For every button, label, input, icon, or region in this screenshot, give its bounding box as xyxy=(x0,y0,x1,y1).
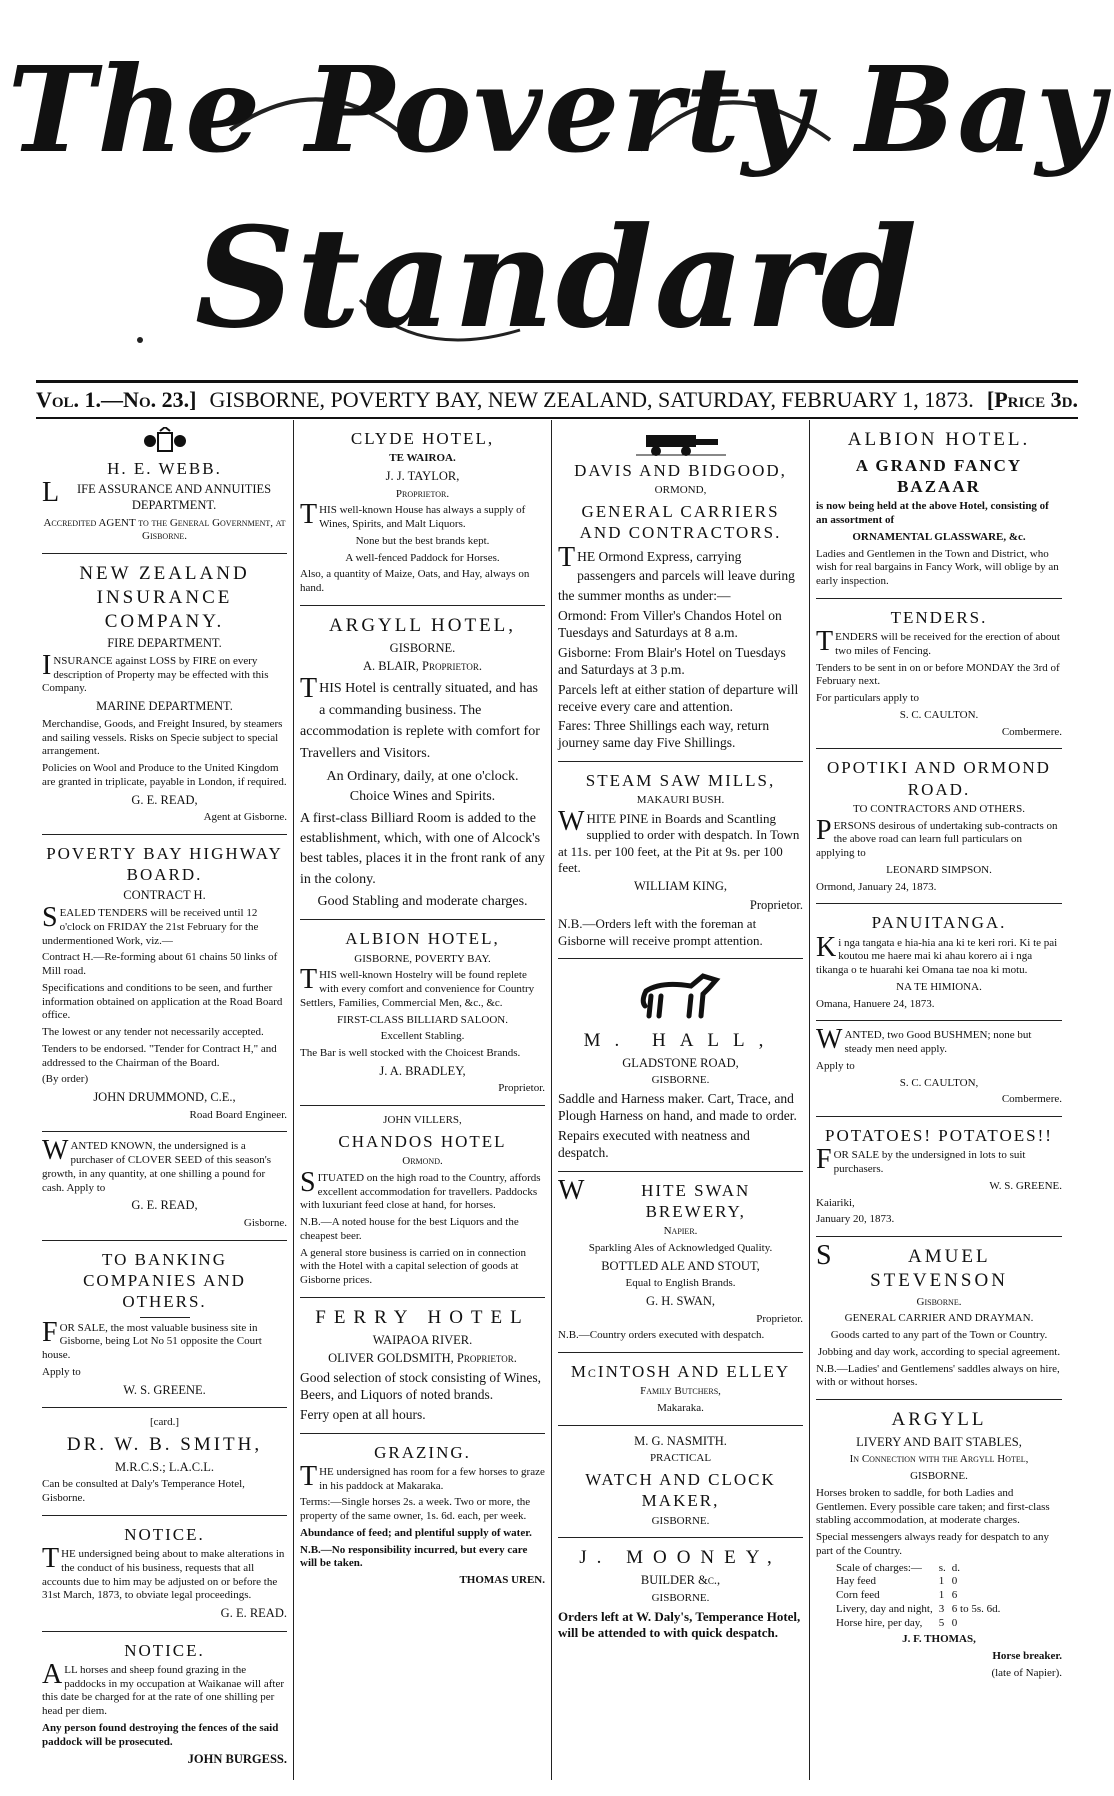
charge-d: 6 xyxy=(951,1589,958,1602)
swan-equal: Equal to English Brands. xyxy=(625,1277,736,1290)
swan-role: Proprietor. xyxy=(756,1312,803,1325)
potatoes-text: FOR SALE by the undersigned in lots to suit purchasers. xyxy=(816,1144,1026,1176)
ad-nzic xyxy=(42,554,287,835)
policies-text: Policies on Wool and Produce to the United Kingdom are granted in triplicate, payable in London, if required. xyxy=(42,762,287,788)
ad-webb xyxy=(42,420,287,554)
albion4-title: ALBION HOTEL. xyxy=(847,429,1031,450)
mcintosh-trade: Family Butchers, xyxy=(640,1385,721,1398)
davis-title: DAVIS AND BIDGOOD, xyxy=(574,461,787,480)
persons-text: PERSONS desirous of undertaking sub-contracts on the above road can learn full particulars on applying to xyxy=(816,814,1058,859)
albion-billiard: FIRST-CLASS BILLIARD SALOON. xyxy=(336,1013,509,1026)
column-3 xyxy=(552,420,810,1780)
simpson-name: LEONARD SIMPSON. xyxy=(886,863,992,876)
hall-place: GISBORNE. xyxy=(651,1074,710,1087)
potatoes-title: POTATOES! POTATOES!! xyxy=(825,1126,1053,1145)
ad-mooney xyxy=(558,1538,803,1650)
caulton2-name: S. C. CAULTON, xyxy=(899,1076,979,1089)
tenders-particulars: For particulars apply to xyxy=(816,692,919,704)
nasmith-practical: PRACTICAL xyxy=(649,1452,712,1465)
ad-panuitanga xyxy=(816,904,1062,1021)
bazaar-title: A GRAND FANCY BAZAAR xyxy=(855,455,1023,496)
davis-place: ORMOND, xyxy=(654,484,707,497)
ad-clover-seed xyxy=(42,1132,287,1240)
argyll-ordinary: An Ordinary, daily, at one o'clock. xyxy=(326,768,519,784)
ad-wanted-bushmen xyxy=(816,1021,1062,1117)
hall-title: M. HALL, xyxy=(583,1029,778,1051)
by-order: (By order) xyxy=(42,1073,89,1086)
ad-tenders xyxy=(816,599,1062,750)
express-text: THE Ormond Express, carrying passengers and parcels will leave during the summer months as under:— xyxy=(558,541,795,603)
stevenson-title: SAMUEL STEVENSON xyxy=(816,1240,1008,1291)
ad-clyde-hotel xyxy=(300,420,545,606)
highway-title: POVERTY BAY HIGHWAY BOARD. xyxy=(46,843,283,885)
kaiariki-date: January 20, 1873. xyxy=(816,1213,895,1226)
fares-text: Fares: Three Shillings each way, return journey same day Five Shillings. xyxy=(558,718,770,751)
stevenson-trade: GENERAL CARRIER AND DRAYMAN. xyxy=(844,1312,1034,1325)
ad-chandos-hotel xyxy=(300,1106,545,1298)
charge-s: 1 xyxy=(938,1575,945,1588)
davis-trade: GENERAL CARRIERS AND CONTRACTORS. xyxy=(579,502,782,543)
ad-mcintosh xyxy=(558,1353,803,1426)
ad-saw-mills xyxy=(558,762,803,959)
notice2-text2: Any person found destroying the fences of the said paddock will be prosecuted. xyxy=(42,1721,279,1748)
argyll-wines: Choice Wines and Spirits. xyxy=(349,789,496,805)
webb-dept: LIFE ASSURANCE AND ANNUITIES DEPARTMENT. xyxy=(42,477,272,512)
grazing-text: THE undersigned has room for a few horses to graze in his paddock at Makaraka. xyxy=(300,1460,545,1492)
wanted-name: G. E. READ, xyxy=(131,1198,198,1213)
charges-header-row xyxy=(836,1562,1006,1576)
ad-stevenson xyxy=(816,1237,1062,1400)
clyde-maize: Also, a quantity of Maize, Oats, and Hay, always on hand. xyxy=(300,568,530,595)
marine-dept: MARINE DEPARTMENT. xyxy=(96,699,233,714)
notice1-title: NOTICE. xyxy=(124,1524,205,1544)
mooney-text: Orders left at W. Daly's, Temperance Hotel, will be attended to with quick despatch. xyxy=(558,1608,801,1640)
charges-unit-s: s. xyxy=(938,1561,946,1574)
livery-connection: In Connection with the Argyll Hotel, xyxy=(849,1453,1029,1466)
divider xyxy=(140,1317,190,1318)
albion-stabling: Excellent Stabling. xyxy=(380,1030,465,1043)
bradley-name: J. A. BRADLEY, xyxy=(379,1063,466,1078)
livery-special: Special messengers always ready for despatch to any part of the Country. xyxy=(816,1531,1050,1557)
stevenson-jobbing: Jobbing and day work, according to special agreement. xyxy=(817,1345,1061,1358)
chandos-text: SITUATED on the high road to the Country, affords excellent accommodation for travellers. Paddocks with luxuriant feed close at hand, for horses. xyxy=(300,1166,541,1212)
sawmill-title: STEAM SAW MILLS, xyxy=(585,771,776,791)
drummond-role: Road Board Engineer. xyxy=(189,1108,287,1121)
stevenson-goods: Goods carted to any part of the Town or Country. xyxy=(830,1329,1048,1341)
mcintosh-title: McINTOSH AND ELLEY xyxy=(570,1362,791,1382)
himiona-name: NA TE HIMIONA. xyxy=(896,980,982,993)
swan-ales: Sparkling Ales of Acknowledged Quality. xyxy=(588,1241,773,1254)
card-label: [card.] xyxy=(149,1416,179,1429)
livery-text: Horses broken to saddle, for both Ladies and Gentlemen. Every possible care taken; and first-class stabling accommodation, at moderate charges. xyxy=(816,1486,1050,1527)
bradley-role: Proprietor. xyxy=(498,1082,545,1095)
ad-livery xyxy=(816,1400,1062,1690)
drummond-name: JOHN DRUMMOND, C.E., xyxy=(93,1090,236,1104)
column-1 xyxy=(36,420,294,1780)
table-row xyxy=(836,1603,1006,1617)
horse-icon xyxy=(631,966,731,1026)
clyde-brands: None but the best brands kept. xyxy=(355,534,490,547)
grazing-terms: Terms:—Single horses 2s. a week. Two or more, the property of the same owner, 1s. 6d. each, per week. xyxy=(300,1496,531,1523)
ad-potatoes xyxy=(816,1117,1062,1237)
chandos-place: Ormond. xyxy=(402,1155,443,1168)
parcels-text: Parcels left at either station of departure will receive every care and attention. xyxy=(558,681,799,714)
panui-text: Ki nga tangata e hia-hia ana ki te keri rori. Ki te pai koutou me haere mai ki ahau korero ai i nga tikanga o te huarahi kei Omana tae noa ki motu. xyxy=(816,931,1058,976)
chandos-nb: N.B.—A noted house for the best Liquors and the cheapest beer. xyxy=(300,1216,519,1242)
combermere1: Combermere. xyxy=(1001,725,1062,738)
ferry-hours: Ferry open at all hours. xyxy=(300,1406,426,1422)
argyll-stabling: Good Stabling and moderate charges. xyxy=(317,893,528,909)
clyde-text: THIS well-known House has always a supply of Wines, Spirits, and Malt Liquors. xyxy=(300,499,526,531)
webb-name: H. E. WEBB. xyxy=(107,459,222,478)
charge-item: Corn feed xyxy=(836,1589,880,1602)
royal-arms-icon xyxy=(140,427,190,455)
charge-item: Horse hire, per day, xyxy=(836,1616,923,1629)
caulton1-name: S. C. CAULTON. xyxy=(899,708,979,721)
argyll-blair: A. BLAIR, Proprietor. xyxy=(363,659,482,674)
ferry-place: WAIPAOA RIVER. xyxy=(372,1332,473,1347)
ad-white-swan xyxy=(558,1172,803,1354)
villers-name: JOHN VILLERS, xyxy=(383,1114,462,1127)
chandos-title: CHANDOS HOTEL xyxy=(338,1131,507,1151)
place-date: GISBORNE, POVERTY BAY, NEW ZEALAND, SATURDAY, FEBRUARY 1, 1873. xyxy=(209,387,974,412)
swan-title: WHITE SWAN BREWERY, xyxy=(558,1174,751,1221)
nasmith-place: GISBORNE. xyxy=(651,1514,710,1527)
charge-d: 0 xyxy=(951,1616,958,1629)
argyll-billiard: A first-class Billiard Room is added to the establishment, which, with one of Alcock's best tables, places it in the front rank of any in the colony. xyxy=(300,810,545,887)
albion-bar: The Bar is well stocked with the Choicest Brands. xyxy=(300,1047,521,1060)
uren-name: THOMAS UREN. xyxy=(459,1574,545,1587)
ad-hall-saddler xyxy=(558,959,803,1172)
ad-albion-bazaar xyxy=(816,420,1062,599)
albion-title: ALBION HOTEL, xyxy=(345,929,500,949)
argyll-text: THIS Hotel is centrally situated, and has a commanding business. The accommodation is replete with comfort for Travellers and Visitors. xyxy=(300,672,540,761)
gisborne-schedule: Gisborne: From Blair's Hotel on Tuesdays and Saturdays at 3 p.m. xyxy=(558,644,786,677)
nasmith-name: M. G. NASMITH. xyxy=(634,1433,727,1448)
fire-dept: FIRE DEPARTMENT. xyxy=(107,636,222,651)
bushmen-apply: Apply to xyxy=(816,1059,855,1072)
king-nb: N.B.—Orders left with the foreman at Gisborne will receive prompt attention. xyxy=(558,916,763,948)
tenders4-text: TENDERS will be received for the erection of about two miles of Fencing. xyxy=(816,626,1060,657)
ad-notice-burgess xyxy=(42,1632,287,1777)
charges-unit-d: d. xyxy=(951,1561,961,1574)
fire-text: INSURANCE against LOSS by FIRE on every description of Property may be effected with this Company. xyxy=(42,649,269,695)
ad-nasmith xyxy=(558,1426,803,1539)
ad-albion-hotel xyxy=(300,920,545,1106)
ormond-schedule: Ormond: From Viller's Chandos Hotel on Tuesdays and Saturdays at 8 a.m. xyxy=(558,608,782,641)
ferry-text: Good selection of stock consisting of Wines, Beers, and Liquors of noted brands. xyxy=(300,1369,542,1402)
notice1-name: G. E. READ. xyxy=(220,1606,287,1620)
notice2-text: ALL horses and sheep found grazing in the paddocks in my occupation at Waikanae will after this date be charged for at the rate of one shilling per head per diem. xyxy=(42,1658,284,1718)
kaiariki: Kaiariki, xyxy=(816,1196,855,1209)
thomas-name: J. F. THOMAS, xyxy=(902,1633,976,1646)
king-role: Proprietor. xyxy=(749,897,803,912)
clyde-paddock: A well-fenced Paddock for Horses. xyxy=(345,551,500,564)
ad-argyll-hotel xyxy=(300,606,545,920)
sawmill-place: MAKAURI BUSH. xyxy=(636,794,725,807)
ad-grazing xyxy=(300,1434,545,1597)
ferry-goldsmith: OLIVER GOLDSMITH, Proprietor. xyxy=(328,1351,517,1366)
read-name: G. E. READ, xyxy=(131,792,198,807)
contract-text: Contract H.—Re-forming about 61 chains 50 links of Mill road. xyxy=(42,951,278,977)
argyll-place: GISBORNE. xyxy=(389,640,456,655)
read-role: Agent at Gisborne. xyxy=(203,811,287,824)
charge-s: 5 xyxy=(938,1616,945,1629)
bazaar-glass: ORNAMENTAL GLASSWARE, &c. xyxy=(852,530,1026,543)
sawmill-text: WHITE PINE in Boards and Scantling supplied to order with despatch. In Town at 11s. per 100 feet, at the Pit at 9s. per 100 feet. xyxy=(558,806,800,875)
sale-text: FOR SALE, the most valuable business site in Gisborne, being Lot No 51 opposite the Court house. xyxy=(42,1316,262,1361)
volume-number: Vol. 1.—No. 23.] xyxy=(36,387,197,412)
notice2-title: NOTICE. xyxy=(124,1640,205,1660)
himiona-date: Omana, Hanuere 24, 1873. xyxy=(816,997,935,1010)
charges-title: Scale of charges:— xyxy=(836,1561,922,1574)
opotiki-title: OPOTIKI AND ORMOND ROAD. xyxy=(827,758,1051,799)
taylor-role: Proprietor. xyxy=(395,487,450,500)
charge-item: Hay feed xyxy=(836,1575,877,1588)
table-row xyxy=(836,1589,1006,1603)
wanted-place: Gisborne. xyxy=(243,1217,287,1229)
table-row xyxy=(836,1617,1006,1631)
ad-banking xyxy=(42,1241,287,1408)
albion-place: GISBORNE, POVERTY BAY. xyxy=(354,952,491,965)
charge-d: 6 to 5s. 6d. xyxy=(951,1602,1001,1615)
webb-agent: Accredited AGENT to the General Government, at Gisborne. xyxy=(43,516,286,543)
masthead-title-line1: The Poverty Bay xyxy=(7,40,1107,179)
notice1-text: THE undersigned being about to make alterations in the conduct of his business, requests that all accounts due to him may be adjusted on or before the 31st March, 1873, to obviate legal proceedings. xyxy=(42,1543,285,1602)
panui-title: PANUITANGA. xyxy=(871,913,1007,933)
argyll-title: ARGYLL HOTEL, xyxy=(328,614,517,636)
nasmith-trade: WATCH AND CLOCK MAKER, xyxy=(585,1470,776,1511)
greene-name: W. S. GREENE. xyxy=(123,1382,206,1397)
smith-text: Can be consulted at Daly's Temperance Hotel, Gisborne. xyxy=(42,1478,245,1504)
thomas-note: (late of Napier). xyxy=(991,1666,1062,1679)
swan-place: Napier. xyxy=(663,1225,698,1238)
swan-nb: N.B.—Country orders executed with despatch. xyxy=(558,1329,765,1342)
banking-title: TO BANKING COMPANIES AND OTHERS. xyxy=(83,1249,246,1312)
thomas-role: Horse breaker. xyxy=(992,1650,1062,1663)
columns xyxy=(36,420,1078,1780)
table-row xyxy=(836,1575,1006,1589)
ad-opotiki-road xyxy=(816,749,1062,904)
ad-notice-read xyxy=(42,1516,287,1632)
mooney-title: J. MOONEY, xyxy=(579,1547,782,1569)
tenders-title: TENDERS. xyxy=(890,607,988,627)
albion-text: THIS well-known Hostelry will be found replete with every comfort and convenience for Country Settlers, Families, Commercial Men, &c., &c. xyxy=(300,964,535,1009)
smith-name: DR. W. B. SMITH, xyxy=(66,1433,263,1455)
grazing-feed: Abundance of feed; and plentiful supply of water. xyxy=(300,1526,532,1539)
coach-icon xyxy=(636,427,726,457)
hall-text: Saddle and Harness maker. Cart, Trace, and Plough Harness on hand, and made to order. xyxy=(558,1091,797,1123)
chandos-store: A general store business is carried on in connection with the Hotel with a capital selection of goods at Gisborne prices. xyxy=(300,1246,527,1287)
simpson-date: Ormond, January 24, 1873. xyxy=(816,880,937,893)
swan-name: G. H. SWAN, xyxy=(645,1293,716,1308)
swan-bottled: BOTTLED ALE AND STOUT, xyxy=(601,1258,760,1273)
spec-text: Specifications and conditions to be seen, and further information obtained on application at the Road Board office. xyxy=(42,981,283,1022)
masthead xyxy=(0,0,1114,380)
grazing-title: GRAZING. xyxy=(374,1442,471,1462)
charge-s: 3 xyxy=(938,1602,945,1615)
clyde-place: TE WAIROA. xyxy=(389,452,456,465)
mooney-trade: BUILDER &c., xyxy=(640,1573,721,1588)
grazing-nb: N.B.—No responsibility incurred, but every care will be taken. xyxy=(300,1543,528,1570)
tenders-text: SEALED TENDERS will be received until 12 o'clock on FRIDAY the 21st February for the undermentioned Work, viz.— xyxy=(42,902,259,947)
potatoes-greene: W. S. GREENE. xyxy=(989,1179,1062,1192)
column-2 xyxy=(294,420,552,1780)
notice2-name: JOHN BURGESS. xyxy=(187,1752,287,1767)
hall-street: GLADSTONE ROAD, xyxy=(622,1055,739,1070)
argyll4-title: ARGYLL xyxy=(891,1409,987,1430)
stevenson-nb: N.B.—Ladies' and Gentlemens' saddles always on hire, with or without horses. xyxy=(816,1362,1060,1389)
king-name: WILLIAM KING, xyxy=(633,879,728,894)
charge-item: Livery, day and night, xyxy=(836,1602,933,1615)
ad-highway xyxy=(42,835,287,1133)
charge-d: 0 xyxy=(951,1575,958,1588)
endorse-text: Tenders to be endorsed. "Tender for Contract H," and addressed to the Chairman of the Board. xyxy=(42,1042,277,1069)
charge-s: 1 xyxy=(938,1589,945,1602)
wanted-text: WANTED KNOWN, the undersigned is a purchaser of CLOVER SEED of this season's growth, in any quantity, at one shilling a pound for cash. Apply to xyxy=(42,1135,271,1194)
dateline xyxy=(36,380,1078,419)
clyde-title: CLYDE HOTEL, xyxy=(350,429,495,448)
smith-quals: M.R.C.S.; L.A.C.L. xyxy=(115,1459,214,1474)
mcintosh-place: Makaraka. xyxy=(657,1402,704,1415)
mooney-place: GISBORNE. xyxy=(651,1591,710,1604)
combermere2: Combermere. xyxy=(1001,1093,1062,1106)
ferry-title: FERRY HOTEL xyxy=(315,1306,530,1328)
bazaar-text: is now being held at the above Hotel, consisting of an assortment of xyxy=(816,500,1049,526)
ad-ferry-hotel xyxy=(300,1298,545,1434)
lowest-text: The lowest or any tender not necessarily accepted. xyxy=(42,1026,264,1038)
marine-text: Merchandise, Goods, and Freight Insured, by steamers and sailing vessels. Risks on Specie subject to special arrangement. xyxy=(42,717,283,758)
charges-table xyxy=(836,1562,1006,1631)
apply-to: Apply to xyxy=(42,1365,81,1378)
taylor-name: J. J. TAYLOR, xyxy=(385,469,460,483)
contract-heading: CONTRACT H. xyxy=(123,888,206,903)
nzic-title: NEW ZEALAND INSURANCE COMPANY. xyxy=(79,563,250,632)
livery-title: LIVERY AND BAIT STABLES, xyxy=(856,1434,1022,1449)
contractors-heading: TO CONTRACTORS AND OTHERS. xyxy=(853,802,1025,815)
bushmen-text: WANTED, two Good BUSHMEN; none but steady men need apply. xyxy=(816,1024,1032,1056)
ad-dr-smith xyxy=(42,1408,287,1516)
hall-repairs: Repairs executed with neatness and despatch. xyxy=(558,1127,750,1160)
bazaar-invite: Ladies and Gentlemen in the Town and District, who wish for real bargains in Fancy Work, will oblige by an early inspection. xyxy=(816,547,1059,587)
stevenson-place: Gisborne. xyxy=(916,1295,962,1308)
ad-davis-bidgood xyxy=(558,420,803,762)
masthead-title-line2: Standard xyxy=(194,196,920,359)
tenders-sent: Tenders to be sent in on or before MONDAY the 3rd of February next. xyxy=(816,661,1060,688)
livery-place: GISBORNE. xyxy=(910,1470,968,1483)
price: [Price 3d. xyxy=(986,387,1078,412)
column-4 xyxy=(810,420,1068,1780)
